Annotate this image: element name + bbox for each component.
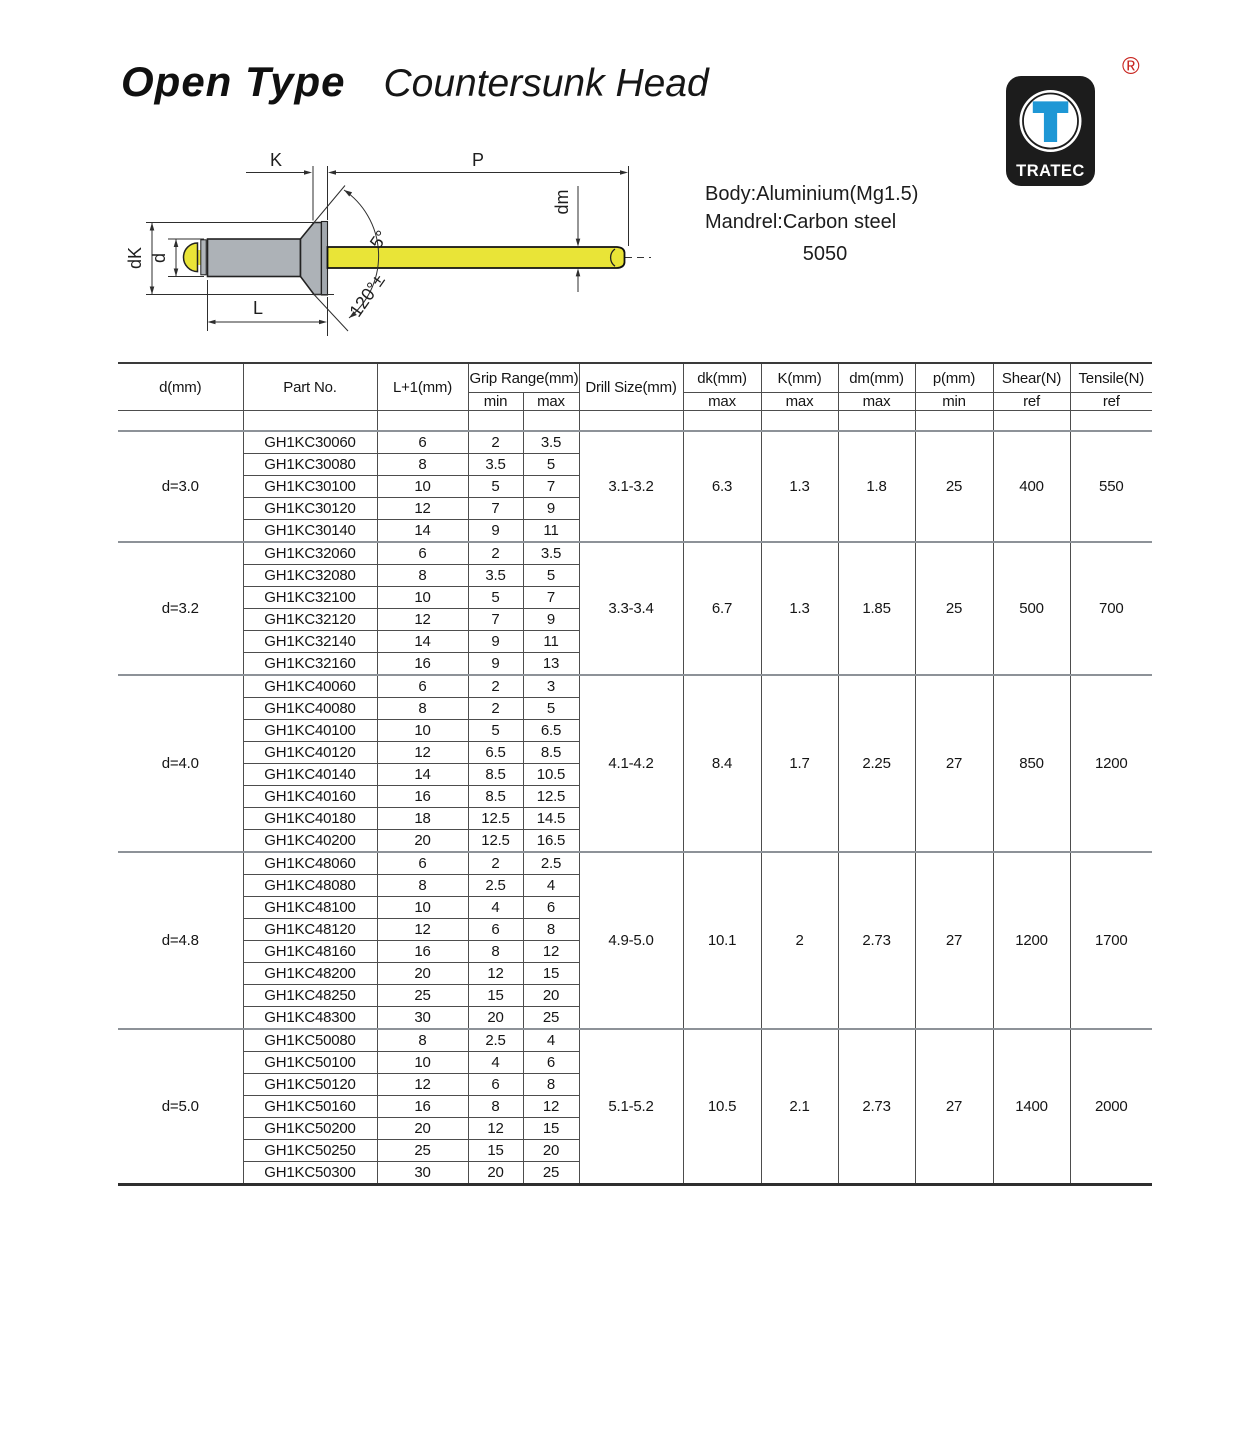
page-title-series: Open Type: [121, 58, 346, 105]
part-no-cell: GH1KC48100: [243, 897, 377, 919]
grip-max-cell: 6: [523, 1052, 579, 1074]
length-cell: 30: [377, 1007, 468, 1030]
washer: [201, 240, 206, 275]
length-cell: 10: [377, 720, 468, 742]
dm-max-cell: 2.73: [838, 1029, 915, 1185]
grip-min-cell: 5: [468, 476, 523, 498]
length-cell: 25: [377, 985, 468, 1007]
grip-max-cell: 8: [523, 1074, 579, 1096]
part-no-cell: GH1KC50300: [243, 1162, 377, 1185]
grip-min-cell: 2: [468, 675, 523, 698]
l-arrow-icon: [319, 320, 327, 325]
mandrel-material-text: Mandrel:Carbon steel: [705, 211, 897, 233]
length-cell: 6: [377, 542, 468, 565]
part-no-cell: GH1KC50100: [243, 1052, 377, 1074]
part-no-cell: GH1KC40200: [243, 830, 377, 853]
part-no-cell: GH1KC32060: [243, 542, 377, 565]
part-no-cell: GH1KC32140: [243, 631, 377, 653]
length-cell: 8: [377, 875, 468, 897]
subheader-grip-min: min: [468, 393, 523, 411]
logo-brand-text: TRATEC: [1016, 162, 1085, 180]
table-row: [118, 852, 1152, 875]
grip-min-cell: 5: [468, 587, 523, 609]
shear-cell: 850: [993, 675, 1070, 852]
grip-max-cell: 7: [523, 587, 579, 609]
grip-min-cell: 8: [468, 1096, 523, 1118]
grip-max-cell: 14.5: [523, 808, 579, 830]
part-no-cell: GH1KC48120: [243, 919, 377, 941]
grip-max-cell: 25: [523, 1007, 579, 1030]
dimension-label-l: L: [252, 298, 264, 318]
length-cell: 20: [377, 963, 468, 985]
part-no-cell: GH1KC40060: [243, 675, 377, 698]
drill-size-cell: 3.3-3.4: [579, 542, 683, 675]
length-cell: 16: [377, 1096, 468, 1118]
dk-max-cell: 10.1: [683, 852, 761, 1029]
length-cell: 12: [377, 919, 468, 941]
table-row: [118, 431, 1152, 454]
grip-max-cell: 5: [523, 565, 579, 587]
grip-max-cell: 8.5: [523, 742, 579, 764]
length-cell: 10: [377, 476, 468, 498]
length-cell: 14: [377, 764, 468, 786]
grip-max-cell: 13: [523, 653, 579, 676]
length-cell: 16: [377, 786, 468, 808]
subheader-k-max: max: [761, 393, 838, 411]
diameter-group-cell: d=3.0: [118, 431, 243, 542]
part-no-cell: GH1KC50250: [243, 1140, 377, 1162]
length-cell: 8: [377, 454, 468, 476]
mandrel-head-dome: [184, 243, 198, 272]
grip-min-cell: 6.5: [468, 742, 523, 764]
subheader-dk-max: max: [683, 393, 761, 411]
mandrel-rod: [328, 247, 625, 268]
part-no-cell: GH1KC48080: [243, 875, 377, 897]
part-no-cell: GH1KC50120: [243, 1074, 377, 1096]
part-no-cell: GH1KC40100: [243, 720, 377, 742]
grip-min-cell: 15: [468, 1140, 523, 1162]
length-cell: 16: [377, 941, 468, 963]
part-no-cell: GH1KC48200: [243, 963, 377, 985]
grip-min-cell: 9: [468, 631, 523, 653]
angle-value-label: 120°±: [345, 270, 389, 321]
grip-min-cell: 2: [468, 542, 523, 565]
header-p: p(mm): [915, 363, 993, 393]
dk-max-cell: 8.4: [683, 675, 761, 852]
part-no-cell: GH1KC32120: [243, 609, 377, 631]
page-title-head-type: Countersunk Head: [383, 62, 709, 105]
header-grip-range: Grip Range(mm): [468, 363, 579, 393]
diameter-group-cell: d=4.0: [118, 675, 243, 852]
p-min-cell: 27: [915, 852, 993, 1029]
grip-max-cell: 3.5: [523, 431, 579, 454]
grip-min-cell: 6: [468, 1074, 523, 1096]
length-cell: 10: [377, 897, 468, 919]
p-min-cell: 25: [915, 542, 993, 675]
grip-max-cell: 2.5: [523, 852, 579, 875]
length-cell: 20: [377, 830, 468, 853]
grip-min-cell: 4: [468, 897, 523, 919]
grip-max-cell: 12: [523, 1096, 579, 1118]
dm-max-cell: 2.25: [838, 675, 915, 852]
dimension-label-d: d: [149, 252, 169, 264]
spec-table-body: [118, 411, 1152, 1185]
dm-arrow-icon: [576, 268, 581, 276]
grip-min-cell: 3.5: [468, 565, 523, 587]
k-max-cell: 2.1: [761, 1029, 838, 1185]
header-part-no: Part No.: [243, 363, 377, 411]
grip-max-cell: 25: [523, 1162, 579, 1185]
countersunk-head: [301, 223, 322, 295]
part-no-cell: GH1KC50160: [243, 1096, 377, 1118]
grip-max-cell: 20: [523, 985, 579, 1007]
diameter-group-cell: d=4.8: [118, 852, 243, 1029]
length-cell: 12: [377, 1074, 468, 1096]
dk-max-cell: 10.5: [683, 1029, 761, 1185]
tensile-cell: 1200: [1070, 675, 1152, 852]
angle-tolerance-label: 5°: [365, 226, 393, 253]
rivet-drawing: [115, 140, 660, 380]
diameter-group-cell: d=3.2: [118, 542, 243, 675]
header-dm: dm(mm): [838, 363, 915, 393]
p-min-cell: 27: [915, 1029, 993, 1185]
part-no-cell: GH1KC40180: [243, 808, 377, 830]
length-cell: 8: [377, 1029, 468, 1052]
logo-monogram: T: [1035, 94, 1066, 150]
spacer-row: [118, 411, 1152, 432]
part-no-cell: GH1KC48300: [243, 1007, 377, 1030]
part-no-cell: GH1KC30060: [243, 431, 377, 454]
diameter-group-cell: d=5.0: [118, 1029, 243, 1185]
grip-max-cell: 7: [523, 476, 579, 498]
grip-max-cell: 11: [523, 631, 579, 653]
dimension-label-p: P: [471, 150, 485, 170]
grip-min-cell: 9: [468, 653, 523, 676]
header-d: d(mm): [118, 363, 243, 411]
grip-max-cell: 8: [523, 919, 579, 941]
d-arrow-icon: [174, 269, 179, 277]
length-cell: 16: [377, 653, 468, 676]
k-max-cell: 2: [761, 852, 838, 1029]
dimension-label-k: K: [269, 150, 283, 170]
part-no-cell: GH1KC30100: [243, 476, 377, 498]
dm-max-cell: 1.85: [838, 542, 915, 675]
part-no-cell: GH1KC48060: [243, 852, 377, 875]
angle-extension-line: [314, 186, 345, 223]
part-no-cell: GH1KC30080: [243, 454, 377, 476]
part-no-cell: GH1KC40160: [243, 786, 377, 808]
grip-max-cell: 9: [523, 609, 579, 631]
length-cell: 25: [377, 1140, 468, 1162]
grip-max-cell: 16.5: [523, 830, 579, 853]
grip-max-cell: 15: [523, 963, 579, 985]
length-cell: 20: [377, 1118, 468, 1140]
grip-min-cell: 9: [468, 520, 523, 543]
rivet-body: [208, 239, 301, 277]
grip-max-cell: 12.5: [523, 786, 579, 808]
grip-max-cell: 9: [523, 498, 579, 520]
grip-min-cell: 20: [468, 1162, 523, 1185]
k-max-cell: 1.3: [761, 431, 838, 542]
grip-max-cell: 15: [523, 1118, 579, 1140]
part-no-cell: GH1KC48250: [243, 985, 377, 1007]
shear-cell: 400: [993, 431, 1070, 542]
length-cell: 12: [377, 742, 468, 764]
length-cell: 6: [377, 852, 468, 875]
shear-cell: 1400: [993, 1029, 1070, 1185]
header-dk: dk(mm): [683, 363, 761, 393]
grip-max-cell: 5: [523, 454, 579, 476]
header-length: L+1(mm): [377, 363, 468, 411]
grip-min-cell: 20: [468, 1007, 523, 1030]
registered-trademark-icon: ®: [1122, 53, 1140, 80]
header-drill-size: Drill Size(mm): [579, 363, 683, 411]
subheader-tensile-ref: ref: [1070, 393, 1152, 411]
grip-max-cell: 6.5: [523, 720, 579, 742]
drill-size-cell: 4.1-4.2: [579, 675, 683, 852]
length-cell: 12: [377, 498, 468, 520]
part-no-cell: GH1KC30120: [243, 498, 377, 520]
grip-min-cell: 2: [468, 431, 523, 454]
dm-max-cell: 1.8: [838, 431, 915, 542]
grip-min-cell: 7: [468, 498, 523, 520]
tensile-cell: 1700: [1070, 852, 1152, 1029]
part-no-cell: GH1KC50080: [243, 1029, 377, 1052]
subheader-p-min: min: [915, 393, 993, 411]
grip-min-cell: 12.5: [468, 830, 523, 853]
part-no-cell: GH1KC32080: [243, 565, 377, 587]
drill-size-cell: 3.1-3.2: [579, 431, 683, 542]
dk-arrow-icon: [150, 223, 155, 231]
dimension-label-dk: dK: [125, 246, 145, 270]
length-cell: 10: [377, 587, 468, 609]
part-no-cell: GH1KC50200: [243, 1118, 377, 1140]
tratec-logo-icon: [1000, 45, 1150, 195]
tensile-cell: 550: [1070, 431, 1152, 542]
length-cell: 12: [377, 609, 468, 631]
p-min-cell: 25: [915, 431, 993, 542]
dm-arrow-icon: [576, 239, 581, 247]
grip-min-cell: 4: [468, 1052, 523, 1074]
header-shear: Shear(N): [993, 363, 1070, 393]
header-tensile: Tensile(N): [1070, 363, 1152, 393]
grip-max-cell: 6: [523, 897, 579, 919]
grip-min-cell: 12.5: [468, 808, 523, 830]
k-arrow-icon: [304, 170, 312, 175]
part-no-cell: GH1KC40120: [243, 742, 377, 764]
page-title: [121, 58, 709, 106]
length-cell: 8: [377, 698, 468, 720]
grip-min-cell: 7: [468, 609, 523, 631]
body-material-text: Body:Aluminium(Mg1.5): [705, 183, 919, 205]
subheader-dm-max: max: [838, 393, 915, 411]
subheader-shear-ref: ref: [993, 393, 1070, 411]
dm-max-cell: 2.73: [838, 852, 915, 1029]
material-specs: [705, 180, 945, 268]
p-arrow-icon: [328, 170, 336, 175]
shear-cell: 1200: [993, 852, 1070, 1029]
grip-min-cell: 2.5: [468, 1029, 523, 1052]
part-no-cell: GH1KC48160: [243, 941, 377, 963]
part-no-cell: GH1KC32160: [243, 653, 377, 676]
length-cell: 14: [377, 631, 468, 653]
drill-size-cell: 5.1-5.2: [579, 1029, 683, 1185]
length-cell: 6: [377, 675, 468, 698]
dk-max-cell: 6.7: [683, 542, 761, 675]
length-cell: 30: [377, 1162, 468, 1185]
p-min-cell: 27: [915, 675, 993, 852]
grip-min-cell: 3.5: [468, 454, 523, 476]
l-arrow-icon: [208, 320, 216, 325]
k-max-cell: 1.3: [761, 542, 838, 675]
subheader-grip-max: max: [523, 393, 579, 411]
length-cell: 10: [377, 1052, 468, 1074]
grip-max-cell: 20: [523, 1140, 579, 1162]
grip-min-cell: 8.5: [468, 764, 523, 786]
table-row: [118, 675, 1152, 698]
dimension-label-dm: dm: [552, 189, 572, 215]
grip-max-cell: 11: [523, 520, 579, 543]
dk-max-cell: 6.3: [683, 431, 761, 542]
grip-min-cell: 5: [468, 720, 523, 742]
dk-arrow-icon: [150, 287, 155, 295]
alloy-number-text: 5050: [802, 243, 848, 265]
grip-max-cell: 3.5: [523, 542, 579, 565]
drill-size-cell: 4.9-5.0: [579, 852, 683, 1029]
table-row: [118, 542, 1152, 565]
part-no-cell: GH1KC40140: [243, 764, 377, 786]
rivet-technical-drawing-icon: [115, 140, 660, 375]
shear-cell: 500: [993, 542, 1070, 675]
grip-min-cell: 15: [468, 985, 523, 1007]
grip-min-cell: 6: [468, 919, 523, 941]
grip-max-cell: 10.5: [523, 764, 579, 786]
grip-min-cell: 8: [468, 941, 523, 963]
k-max-cell: 1.7: [761, 675, 838, 852]
grip-max-cell: 12: [523, 941, 579, 963]
part-no-cell: GH1KC30140: [243, 520, 377, 543]
d-arrow-icon: [174, 239, 179, 247]
part-no-cell: GH1KC40080: [243, 698, 377, 720]
brand-logo: [1000, 45, 1150, 200]
tensile-cell: 700: [1070, 542, 1152, 675]
grip-max-cell: 4: [523, 1029, 579, 1052]
length-cell: 14: [377, 520, 468, 543]
table-row: [118, 1029, 1152, 1052]
grip-min-cell: 2.5: [468, 875, 523, 897]
grip-min-cell: 12: [468, 963, 523, 985]
p-arrow-icon: [620, 170, 628, 175]
grip-min-cell: 8.5: [468, 786, 523, 808]
part-no-cell: GH1KC32100: [243, 587, 377, 609]
angle-extension-line: [314, 295, 348, 332]
tensile-cell: 2000: [1070, 1029, 1152, 1185]
grip-max-cell: 5: [523, 698, 579, 720]
grip-max-cell: 4: [523, 875, 579, 897]
rivet-spec-table: [118, 362, 1152, 1186]
length-cell: 6: [377, 431, 468, 454]
grip-min-cell: 2: [468, 698, 523, 720]
header-k: K(mm): [761, 363, 838, 393]
grip-min-cell: 12: [468, 1118, 523, 1140]
length-cell: 8: [377, 565, 468, 587]
grip-max-cell: 3: [523, 675, 579, 698]
length-cell: 18: [377, 808, 468, 830]
grip-min-cell: 2: [468, 852, 523, 875]
